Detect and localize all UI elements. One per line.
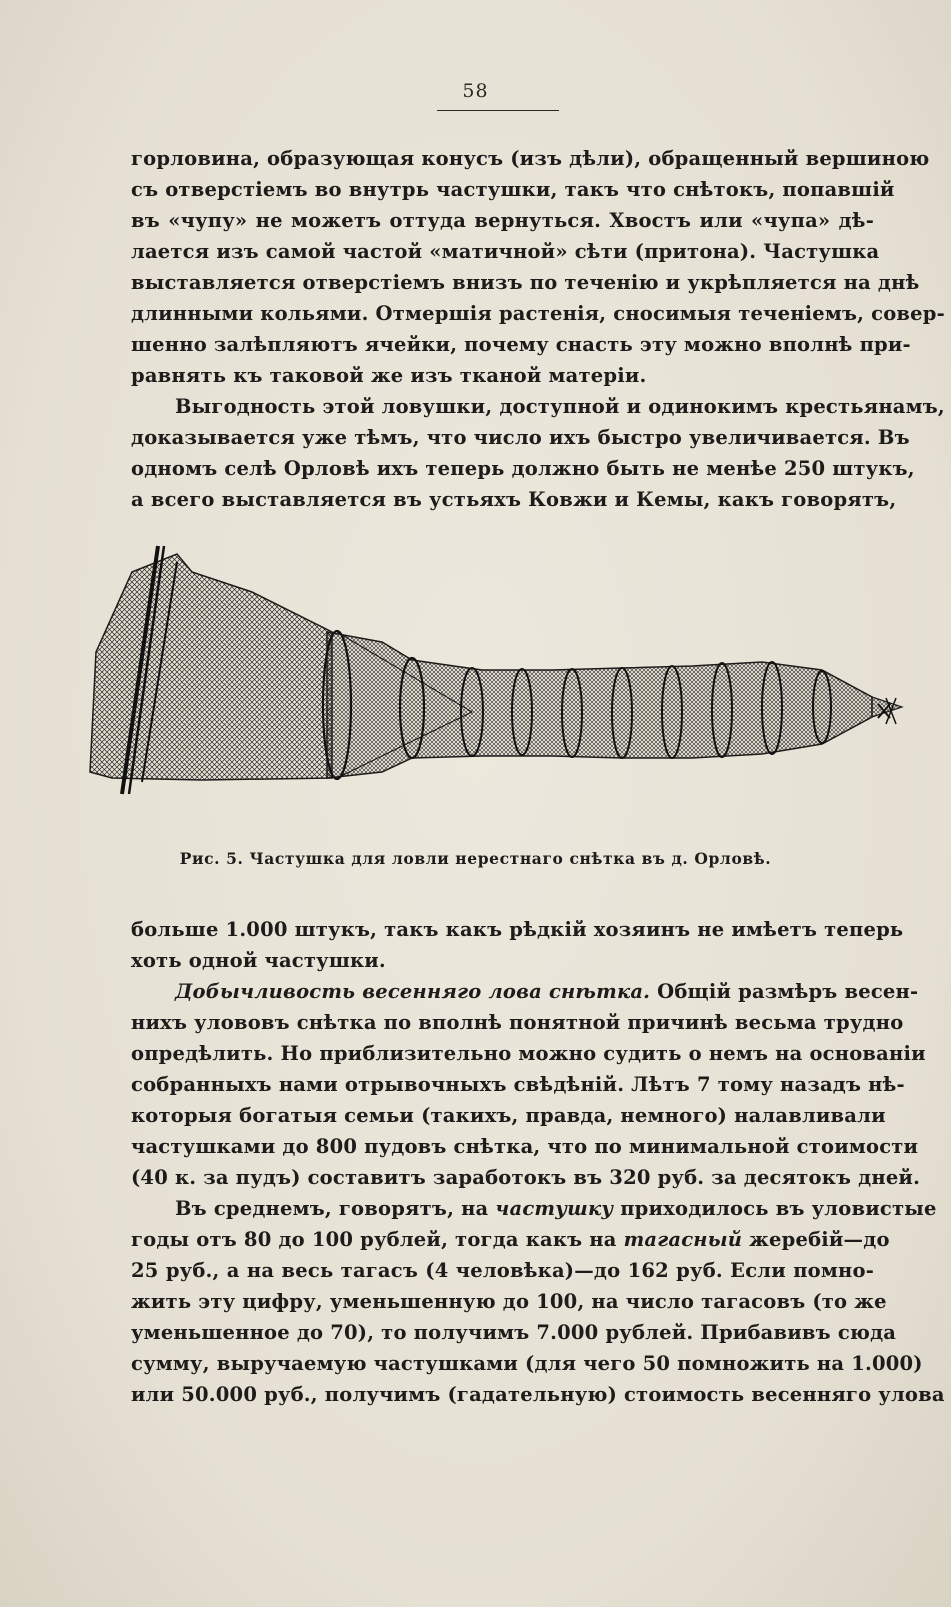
text-line: горловина, образующая конусъ (изъ дѣли), обращенный вершиною (131, 147, 930, 170)
text-run-italic: частушку (495, 1197, 614, 1220)
text-line: шенно залѣпляютъ ячейки, почему снасть эту можно вполнѣ при- (131, 333, 911, 356)
text-line: сумму, выручаемую частушками (для чего 50 помножить на 1.000) (131, 1352, 923, 1375)
text-run: приходилось въ уловистые (613, 1197, 937, 1220)
text-line: Выгодность этой ловушки, доступной и одинокимъ крестьянамъ, (175, 395, 945, 418)
paragraph-block-bottom (131, 914, 945, 1410)
text-run-italic: тагасный (623, 1228, 743, 1251)
text-line: равнять къ таковой же изъ тканой матеріи. (131, 364, 647, 387)
text-line: или 50.000 руб., получимъ (гадательную) стоимость весенняго улова (131, 1383, 945, 1406)
text-line: уменьшенное до 70), то получимъ 7.000 рублей. Прибавивъ сюда (131, 1321, 897, 1344)
text-line: (40 к. за пудъ) составитъ заработокъ въ 320 руб. за десятокъ дней. (131, 1166, 921, 1189)
text-line (131, 1224, 890, 1255)
figure-caption: Рис. 5. Частушка для ловли нерестнаго снѣтка въ д. Орловѣ. (179, 849, 772, 868)
text-run: Общій размѣръ весен- (650, 980, 919, 1003)
section-heading-italic: Добычливость весенняго лова снѣтка. (175, 980, 651, 1003)
text-line: 25 руб., а на весь тагасъ (4 человѣка)—до 162 руб. Если помно- (131, 1259, 874, 1282)
text-line: лается изъ самой частой «матичной» сѣти (притона). Частушка (131, 240, 880, 263)
text-line: въ «чупу» не можетъ оттуда вернуться. Хвостъ или «чупа» дѣ- (131, 209, 874, 232)
text-line: съ отверстіемъ во внутрь частушки, такъ что снѣтокъ, попавшій (131, 178, 895, 201)
text-line: собранныхъ нами отрывочныхъ свѣдѣній. Лѣтъ 7 тому назадъ нѣ- (131, 1073, 905, 1096)
text-line: а всего выставляется въ устьяхъ Ковжи и Кемы, какъ говорятъ, (131, 488, 897, 511)
text-line: выставляется отверстіемъ внизъ по теченію и укрѣпляется на днѣ (131, 271, 920, 294)
text-line (131, 1193, 937, 1224)
header-rule (437, 110, 559, 111)
text-run: годы отъ 80 до 100 рублей, тогда какъ на (131, 1228, 624, 1251)
text-line: жить эту цифру, уменьшенную до 100, на число тагасовъ (то же (131, 1290, 887, 1313)
text-line: больше 1.000 штукъ, такъ какъ рѣдкій хозяинъ не имѣетъ теперь (131, 918, 904, 941)
text-line: доказывается уже тѣмъ, что число ихъ быстро увеличивается. Въ (131, 426, 910, 449)
text-run: Въ среднемъ, говорятъ, на (175, 1197, 496, 1220)
text-line (131, 976, 919, 1007)
paragraph-block-top (131, 143, 945, 515)
text-line: нихъ улововъ снѣтка по вполнѣ понятной причинѣ весьма трудно (131, 1011, 904, 1034)
text-run: жеребій—до (742, 1228, 890, 1251)
text-line: хоть одной частушки. (131, 949, 386, 972)
text-line: которыя богатыя семьи (такихъ, правда, немного) налавливали (131, 1104, 886, 1127)
text-line: длинными кольями. Отмершія растенія, сносимыя теченіемъ, совер- (131, 302, 945, 325)
page-number: 58 (462, 80, 489, 102)
text-line: опредѣлить. Но приблизительно можно судить о немъ на основаніи (131, 1042, 926, 1065)
text-line: частушками до 800 пудовъ снѣтка, что по минимальной стоимости (131, 1135, 919, 1158)
fishing-trap-net-illustration (82, 532, 918, 842)
text-line: одномъ селѣ Орловѣ ихъ теперь должно быть не менѣе 250 штукъ, (131, 457, 915, 480)
